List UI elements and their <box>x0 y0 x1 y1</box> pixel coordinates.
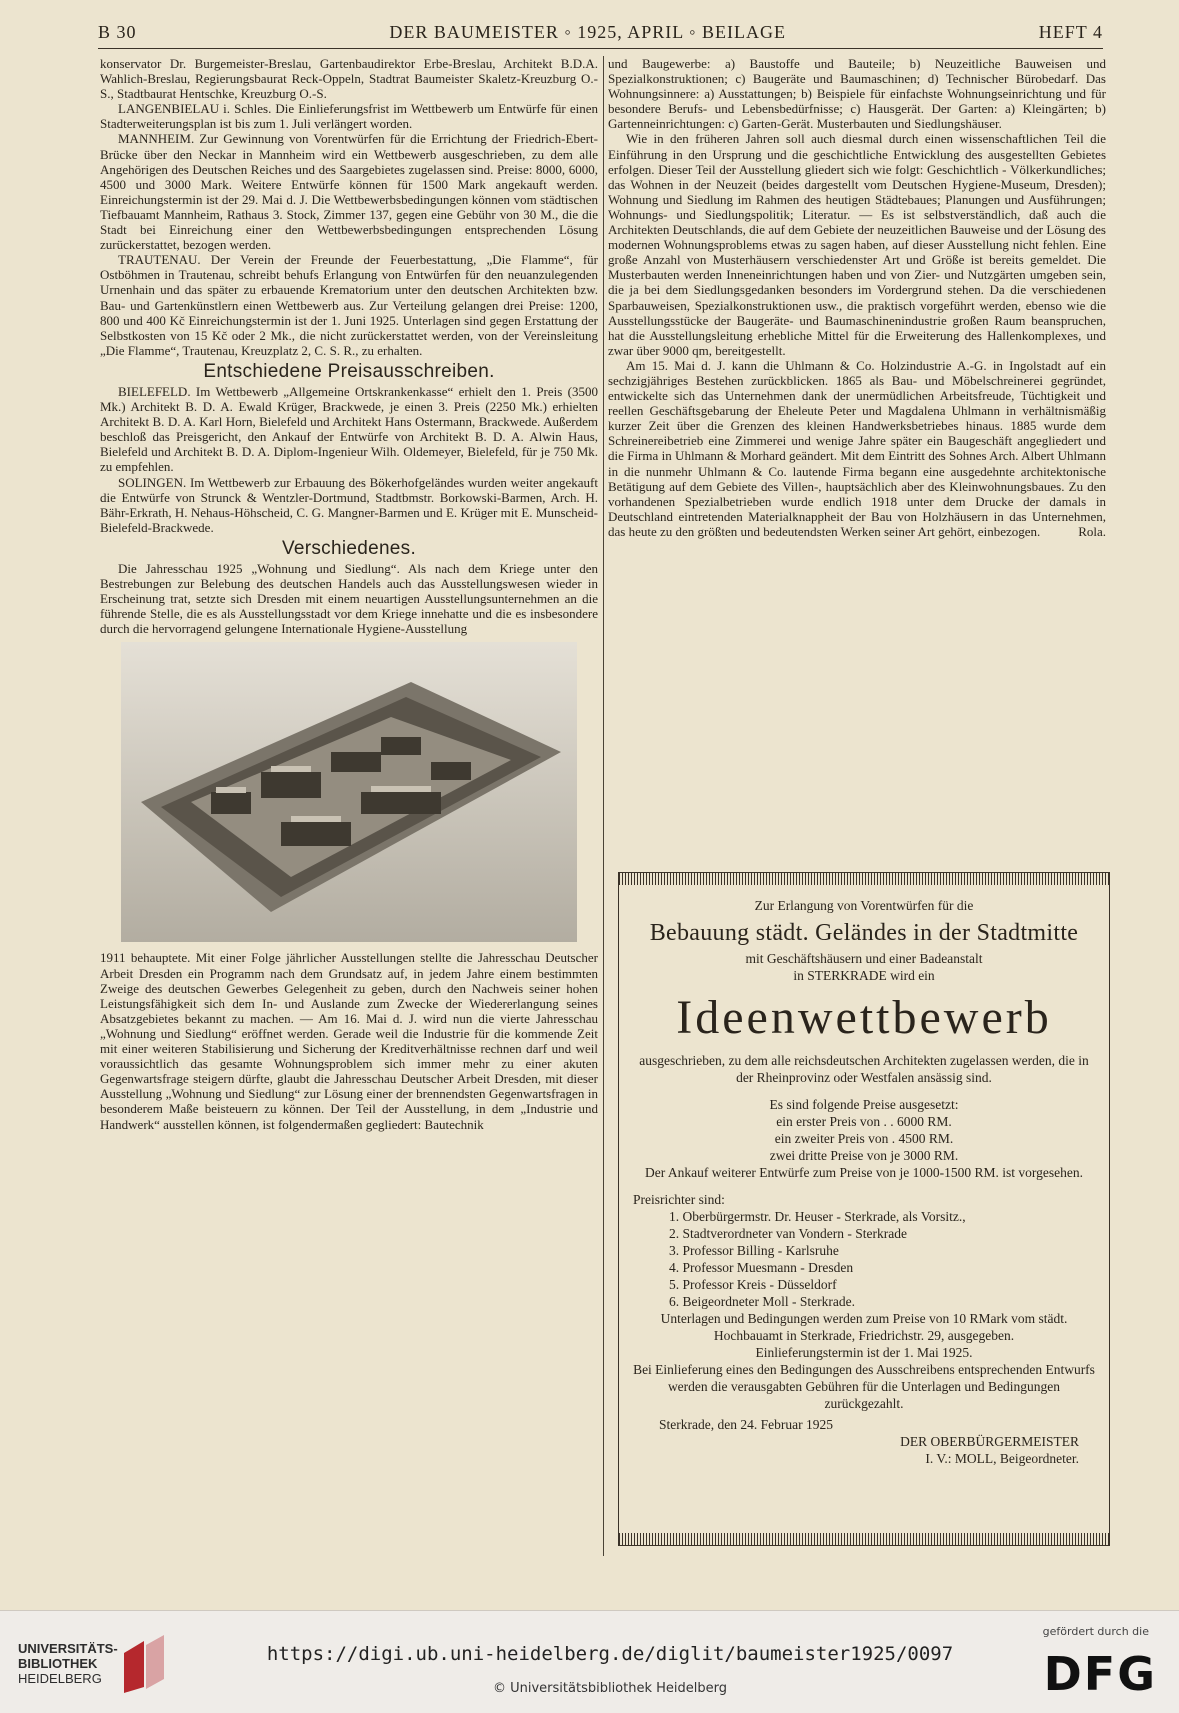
dfg-logo[interactable]: DFG <box>1043 1647 1157 1701</box>
paragraph-uhlmann <box>608 358 1106 539</box>
issue-label: HEFT 4 <box>1038 22 1103 42</box>
paragraph-gliederung: und Baugewerbe: a) Baustoffe und Bauteile; b) Neuzeitliche Bauweisen und Spezialkonstruktionen; c) Baugeräte und Baumaschinen; d) Technischer Bürobedarf. Das Wohnungsinnere: a) Ausstattungen; b) Beispiele für einfachste Wohnungseinrichtung und für besondere Berufs- und Lebensbedürfnisse; c) Hausgerät. Der Garten: a) Kleingärten; b) Gartenneinrichtungen: c) Garten-Gerät. Musterbauten und Siedlungshäuser. <box>608 56 1106 132</box>
column-divider <box>603 56 604 1556</box>
ad-headline: Bebauung städt. Geländes in der Stadtmitte <box>649 920 1079 946</box>
ad-prize-2: ein zweiter Preis von . 4500 RM. <box>774 1131 954 1146</box>
ad-top-border <box>619 873 1109 885</box>
uhlmann-text: Am 15. Mai d. J. kann die Uhlmann & Co. Holzindustrie A.-G. in Ingolstadt auf ein sechzigjähriges Bestehen zurückblicken. 1865 als Bau- und Möbelschreinerei gegründet, entwickelte sich das Unternehmen dank der unermüdlichen Arbeitsfreude, Tüchtigkeit und reellen Geschäftsgebarung der Eheleute Peter und Magdalena Uhlmann in verhältnismäßig kurzer Zeit über die Grenzen des kleinen Handwerksbetriebes hinaus. 1885 wurde dem Schreinereibetrieb eine Zimmerei und wenige Jahre später ein Baugeschäft angegliedert und die Firma in Uhlmann & Morhard geändert. Mit dem Eintritt des Sohnes Arch. Albert Uhlmann in die nunmehr Uhlmann & Co. lautende Firma begann eine ausgedehnte architektonische Betätigung auf dem Gebiete des Villen-, hauptsächlich aber des Kleinwohnungsbaues. Zu den vorhandenen Spezialbetrieben wurde endlich 1918 unter dem Drucke der damals in Deutschland eintretenden Materialknappheit der Bau von Holzhäusern in das Unternehmen, das heute zu den größten und bedeutendsten Werken seiner Art gehört, einbezogen. <box>608 357 1106 539</box>
ad-prizes-intro: Es sind folgende Preise ausgesetzt: <box>769 1097 959 1112</box>
paragraph-mannheim: MANNHEIM. Zur Gewinnung von Vorentwürfen für die Errichtung der Friedrich-Ebert-Brücke über den Neckar in Mannheim wird ein Wettbewerb ausgeschrieben, zu dem alle Angehörigen des Deutschen Reiches und des Saargebietes zugelassen sind. Preise: 8000, 6000, 4500 und 3000 Mark. Weitere Entwürfe können für 1500 Mark angekauft werden. Einreichungstermin ist der 29. Mai d. J. Die Wettbewerbsbedingungen können vom städtischen Tiefbauamt Mannheim, Rathaus 3. Stock, Zimmer 137, gegen eine Gebühr von 30 M., die die Stadt bei Einreichung einer den Wettbewerbsbedingungen entsprechenden Lösung zurückerstattet, bezogen werden. <box>100 131 598 253</box>
ad-prize-3: zwei dritte Preise von je 3000 RM. <box>769 1148 959 1163</box>
jury-member: 4. Professor Muesmann - Dresden <box>669 1260 854 1275</box>
logo-line: BIBLIOTHEK <box>18 1656 98 1671</box>
funding-note: gefördert durch die <box>1042 1625 1149 1638</box>
paragraph-breslau: konservator Dr. Burgemeister-Breslau, Gartenbaudirektor Erbe-Breslau, Architekt B.D.A. Wahlich-Breslau, Regierungsbaurat Reck-Oppeln, Stadtrat Baumeister Skaletz-Kreuzburg O.-S., Stadtbaurat Hentschke, Kreuzburg O.-S. <box>100 56 598 102</box>
ad-location: in STERKRADE wird ein <box>793 968 935 983</box>
jury-member: 1. Oberbürgermstr. Dr. Heuser - Sterkrade, als Vorsitz., <box>669 1209 966 1224</box>
library-logo-icon <box>118 1635 168 1693</box>
heading-entschiedene-preisausschreiben: Entschiedene Preisausschreiben. <box>203 360 495 382</box>
jury-member: 2. Stadtverordneter van Vondern - Sterkrade <box>669 1226 907 1241</box>
paragraph-trautenau: TRAUTENAU. Der Verein der Freunde der Feuerbestattung, „Die Flamme“, für Ostböhmen in Trautenau, schreibt behufs Erlangung von Entwürfen für den neuanzulegenden Urnenhain und das später zu erbauende Krematorium unter den deutschen Architekten bzw. Bau- und Gartenkünstlern einen Wettbewerb aus. Zur Verteilung gelangen drei Preise: 1200, 800 und 400 Kč Einreichungstermin ist der 1. Juni 1925. Unterlagen sind gegen Erstattung der Selbstkosten von 15 Kč oder 2 Mk., die nicht zurückerstattet werden, von der Vereinsleitung „Die Flamme“, Trautenau, Kreuzplatz 2, C. S. R., zu erhalten. <box>100 252 598 358</box>
ad-prize-1: ein erster Preis von . . 6000 RM. <box>776 1114 952 1129</box>
page-number: B 30 <box>98 22 137 42</box>
logo-line: UNIVERSITÄTS- <box>18 1641 118 1656</box>
ad-intro: Zur Erlangung von Vorentwürfen für die <box>754 898 974 913</box>
ad-jury-list <box>619 1208 1109 1310</box>
jury-member: 3. Professor Billing - Karlsruhe <box>669 1243 839 1258</box>
jury-member: 6. Beigeordneter Moll - Sterkrade. <box>669 1294 855 1309</box>
ad-signer-title: DER OBERBÜRGERMEISTER <box>900 1434 1079 1449</box>
paragraph-langenbielau: LANGENBIELAU i. Schles. Die Einlieferungsfrist im Wettbewerb um Entwürfe für einen Stadterweiterungsplan ist bis zum 1. Juli verlängert worden. <box>100 101 598 132</box>
left-column <box>100 56 598 1566</box>
heading-verschiedenes: Verschiedenes. <box>281 537 417 559</box>
ad-refund: Bei Einlieferung eines den Bedingungen des Ausschreibens entsprechenden Entwurfs werden die verausgabten Gebühren für die Unterlagen und Bedingungen zurückgezahlt. <box>633 1362 1095 1411</box>
ad-purchase: Der Ankauf weiterer Entwürfe zum Preise von je 1000-1500 RM. ist vorgesehen. <box>644 1165 1084 1180</box>
ad-eligibility: ausgeschrieben, zu dem alle reichsdeutschen Architekten zugelassen werden, die in der Rheinprovinz oder Westfalen ansässig sind. <box>639 1053 1089 1085</box>
paragraph-solingen: SOLINGEN. Im Wettbewerb zur Erbauung des Bökerhofgeländes wurden weiter angekauft die Entwürfe von Strunck & Wentzler-Dortmund, Stadtbmstr. Borkowski-Barmen, Arch. H. Bähr-Erkrath, H. Nehaus-Höhscheid, C. G. Mangner-Barmen und E. Krüger mit E. Munscheid-Bielefeld-Brackwede. <box>100 474 598 535</box>
ad-jury-heading: Preisrichter sind: <box>633 1192 725 1207</box>
logo-line: HEIDELBERG <box>18 1671 102 1686</box>
ad-deadline: Einlieferungstermin ist der 1. Mai 1925. <box>755 1345 973 1360</box>
ad-bottom-border <box>619 1533 1109 1545</box>
paragraph-bielefeld: BIELEFELD. Im Wettbewerb „Allgemeine Ortskrankenkasse“ erhielt den 1. Preis (3500 Mk.) Architekt B. D. A. Ewald Krüger, Brackwede, je einen 3. Preis (2250 Mk.) erhielten Architekt B. D. A. Karl Horn, Bielefeld und Architekt Hans Ostermann, Brackwede. Außerdem beschloß das Preisgericht, den Ankauf der Entwürfe von Architekt B. D. A. Alwin Haus, Bielefeld und Architekt B. D. A. Diplom-Ingenieur Wilh. Oldemeyer, Bielefeld, für je 750 Mk. zu empfehlen. <box>100 383 598 475</box>
viewer-footer <box>0 1610 1179 1713</box>
right-column <box>608 56 1106 539</box>
paragraph-jahresschau-continued: 1911 behauptete. Mit einer Folge jährlicher Ausstellungen stellte die Jahresschau Deutscher Arbeit Dresden ein Programm nach dem Grundsatz auf, in jedem Jahre einem bestimmten Zweige des deutschen Gewerbes Gelegenheit zu geben, durch den Nachweis seiner hohen Leistungsfähigkeit sich dem In- und Auslande zum Zwecke der Wiedererlangung seines Absatzgebietes bekannt zu machen. — Am 16. Mai d. J. wird nun die vierte Jahresschau „Wohnung und Siedlung“ eröffnet werden. Gerade weil die Industrie für die kommende Zeit mit einer weiteren Stabilisierung und Sicherung der Kreditverhältnisse rechnen darf und weil voraussichtlich das gesamte Wohnungsproblem sich immer mehr zu einer akuten Gegenwartsfrage steigern dürfte, glaubt die Jahresschau Deutscher Arbeit Dresden, mit dieser Ausstellung „Wohnung und Siedlung“ zur Lösung einer der brennendsten Gegenwartsfragen in besonderem Maße beisteuern zu können. Der Teil der Ausstellung, in dem „Industrie und Handwerk“ ausstellen können, ist folgendermaßen gegliedert: Bautechnik <box>100 950 598 1132</box>
jury-member: 5. Professor Kreis - Düsseldorf <box>669 1277 837 1292</box>
ad-signer-name: I. V.: MOLL, Beigeordneter. <box>925 1451 1079 1466</box>
ad-documents: Unterlagen und Bedingungen werden zum Preise von 10 RMark vom städt. Hochbauamt in Sterkrade, Friedrichstr. 29, ausgegeben. <box>660 1311 1068 1343</box>
author-signature: Rola. <box>1078 523 1106 539</box>
ad-subline: mit Geschäftshäusern und einer Badeanstalt <box>745 951 983 966</box>
running-header <box>98 22 1103 49</box>
library-logo-text[interactable] <box>18 1641 118 1686</box>
copyright-notice: © Universitätsbibliothek Heidelberg <box>492 1681 727 1696</box>
exhibition-model-photo <box>121 642 577 942</box>
competition-advertisement <box>618 872 1110 1546</box>
journal-title: DER BAUMEISTER ◦ 1925, APRIL ◦ BEILAGE <box>389 22 786 42</box>
paragraph-wissenschaftlicher-teil: Wie in den früheren Jahren soll auch diesmal durch einen wissenschaftlichen Teil die Einführung in den Ursprung und die geschichtliche Entwicklung des ausgestellten Gebietes erfolgen. Dieser Teil der Ausstellung gliedert sich wie folgt: Geschichtlich - Völkerkundliches; das Wohnen in der Neuzeit (beides dargestellt vom Deutschen Hygiene-Museum, Dresden); Wohnung und Siedlung im Rahmen des heutigen Städtebaues; Planungen und Ausführungen; Wohnungs- und Siedlungspolitik; Literatur. — Es ist selbstverständlich, daß auch die Architekten Deutschlands, die auf dem Gebiete der neuzeitlichen Bauweise und der Lösung des modernen Wohnungsproblems etwas zu sagen haben, auf dieser Ausstellung nicht fehlen. Eine große Anzahl von Musterhäusern verschiedenster Art und Größe ist bereits gemeldet. Die Musterbauten werden Inneneinrichtungen haben und von Zier- und Nutzgärten umgeben sein, die ja bei dem Siedlungsgedanken besonders im Vordergrund stehen. Da die verschiedenen Sparbauweisen, Spezialkonstruktionen usw., die praktisch vorgeführt werden, ebenso wie die Ausstellungsstücke der Baugeräte- und Baumaschinenindustrie großen Raum beanspruchen, hat die Ausstellungsleitung erhebliche Mittel für die Erweiterung des Hallenkomplexes, und zwar über 9000 qm, bereitgestellt. <box>608 131 1106 358</box>
ad-title: Ideenwettbewerb <box>676 991 1052 1044</box>
permalink-url[interactable]: https://digi.ub.uni-heidelberg.de/diglit/baumeister1925/0097 <box>266 1643 954 1665</box>
ad-date: Sterkrade, den 24. Februar 1925 <box>659 1417 833 1432</box>
paragraph-jahresschau: Die Jahresschau 1925 „Wohnung und Siedlung“. Als nach dem Kriege unter den Bestrebungen zur Belebung des deutschen Handels auch das Ausstellungswesen wieder in Erscheinung trat, setzte sich Dresden mit einem neuartigen Ausstellungsunternehmen an die führende Stelle, die es als Ausstellungsstadt vor dem Kriege innehatte und die es insbesondere durch die hervorragend gelungene Internationale Hygiene-Ausstellung <box>100 561 598 637</box>
